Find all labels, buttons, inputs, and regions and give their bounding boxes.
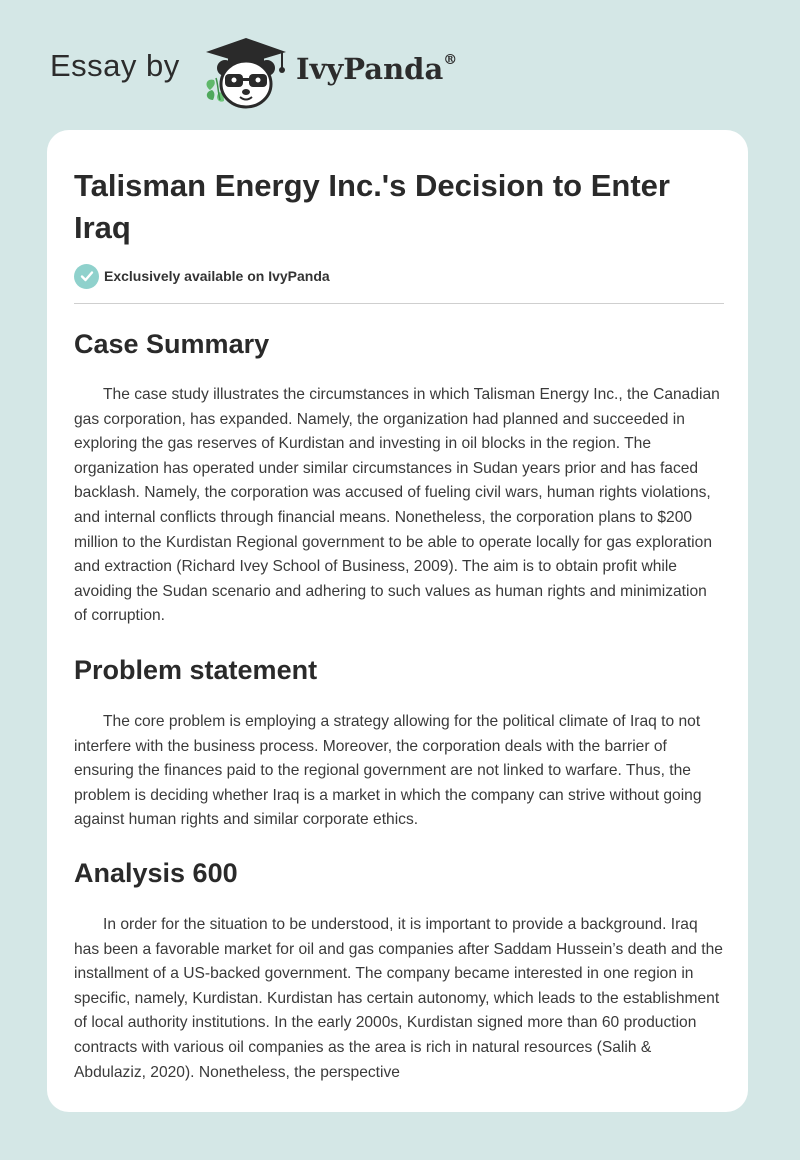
panda-logo-icon[interactable]: [198, 34, 294, 110]
section-heading-case-summary: Case Summary: [74, 329, 270, 359]
section-heading-analysis: Analysis 600: [74, 858, 238, 888]
exclusive-label: Exclusively available on IvyPanda: [104, 268, 330, 284]
page-title: Talisman Energy Inc.'s Decision to Enter Iraq: [74, 168, 670, 245]
section-heading-problem-statement: Problem statement: [74, 655, 318, 685]
essay-by-label: Essay by: [50, 48, 180, 83]
section-body-analysis: In order for the situation to be understood, it is important to provide a background. Iraq has been a favorable market for oil and gas companies after Saddam Hussein’s death and the installment of a US-backed government. The company became interested in one region in specific, namely, Kurdistan. Kurdistan has certain autonomy, which leads to the establishment of local authority institutions. In the early 2000s, Kurdistan signed more than 60 production contracts with various oil companies as the area is rich in natural resources (Salih & Abdulaziz, 2020). Nonetheless, the perspective: [74, 916, 723, 1081]
registered-mark: ®: [443, 52, 458, 69]
check-icon: [74, 264, 99, 289]
divider: [74, 303, 724, 304]
essay-card: [47, 130, 748, 1112]
site-header: [0, 0, 800, 130]
brand-text: IvyPanda: [296, 52, 444, 86]
brand-name[interactable]: [296, 52, 457, 86]
section-body-case-summary: The case study illustrates the circumstances in which Talisman Energy Inc., the Canadian gas corporation, has expanded. Namely, the organization had planned and succeeded in exploring the gas reserves of Kurdistan and investing in oil blocks in the region. The organization has operated under similar circumstances in Sudan years prior and has faced backlash. Namely, the corporation was accused of fueling civil wars, human rights violations, and internal conflicts through financial means. Nonetheless, the corporation plans to $200 million to the Kurdistan Regional government to be able to operate locally for gas exploration and extraction (Richard Ivey School of Business, 2009). The aim is to obtain profit while avoiding the Sudan scenario and adhering to such values as human rights and minimization of corruption.: [74, 386, 720, 625]
exclusive-badge: [74, 263, 330, 289]
section-body-problem-statement: The core problem is employing a strategy allowing for the political climate of Iraq to not interfere with the business process. Moreover, the corporation deals with the barrier of ensuring the finances paid to the regional government are not linked to warfare. Thus, the problem is deciding whether Iraq is a market in which the company can strive without going against human rights and similar corporate ethics.: [74, 713, 702, 829]
